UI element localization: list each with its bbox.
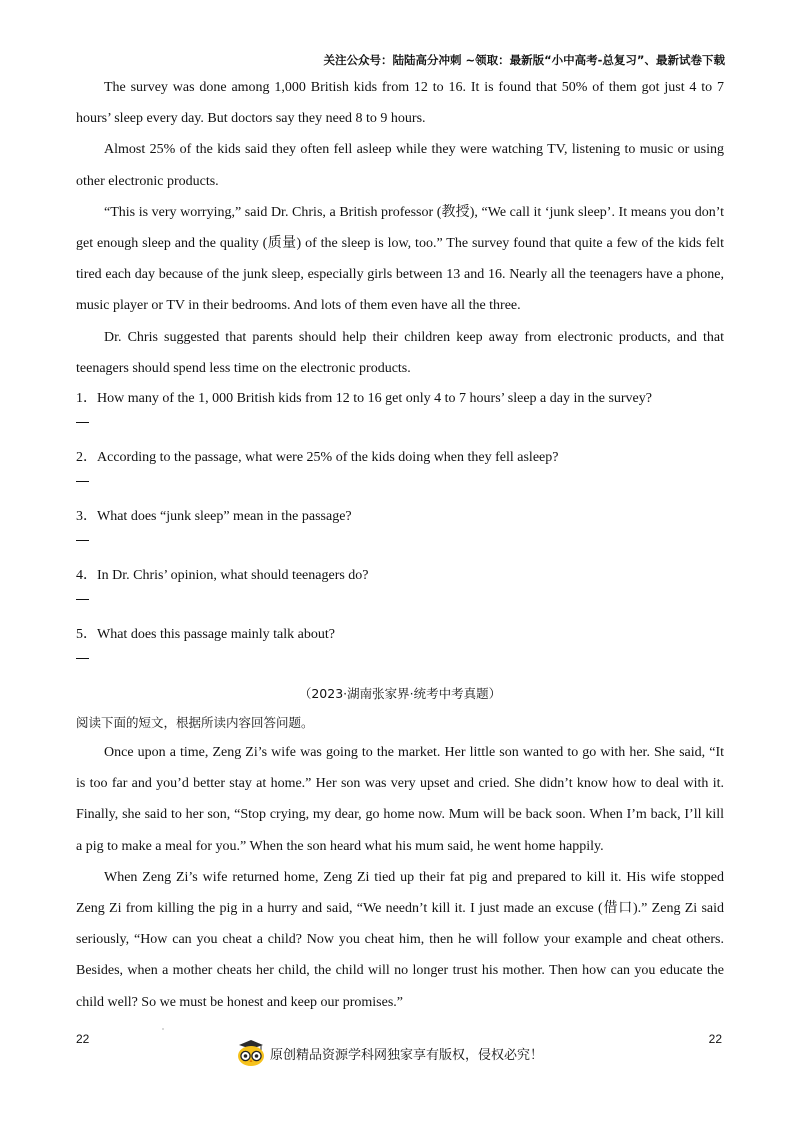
page-header: 关注公众号：陆陆高分冲刺 ~领取：最新版“小中高考-总复习”、最新试卷下载 [323, 53, 725, 67]
answer-blank-1[interactable] [76, 413, 724, 443]
answer-blank-2[interactable] [76, 472, 724, 502]
story-paragraph: When Zeng Zi’s wife returned home, Zeng Zi tied up their fat pig and prepared to kill it. His wife stopped Zeng Zi from killing the pig in a hurry and said, “We needn’t kill it. I just made an excuse (借口).” Zeng Zi said seriously, “How can you cheat a child? Now you cheat him, then he will follow your example and cheat others. Besides, when a mother cheats her child, the child will no longer trust his mother. Then how can you educate the child well? So we must be honest and keep our promises.” [76, 869, 724, 1010]
page-number-right: 22 [708, 1032, 722, 1046]
passage-paragraph: The survey was done among 1,000 British kids from 12 to 16. It is found that 50% of them got just 4 to 7 hours’ sleep every day. But doctors say they need 8 to 9 hours. [76, 80, 724, 127]
exam-source: （2023·湖南张家界·统考中考真题） [298, 686, 502, 702]
answer-blank-3[interactable] [76, 531, 724, 561]
question-1: 1．How many of the 1, 000 British kids from 12 to 16 get only 4 to 7 hours’ sleep a day in the survey? [76, 391, 652, 407]
passage-paragraph: “This is very worrying,” said Dr. Chris, a British professor (教授), “We call it ‘junk sleep’. It means you don’t get enough sleep and the quality (质量) of the sleep is low, too.” The survey found that quite a few of the kids felt tired each day because of the junk sleep, especially girls between 13 and 16. Nearly all the teenagers have a phone, music player or TV in their bedrooms. And lots of them even have all the three. [76, 204, 724, 314]
answer-blank-4[interactable] [76, 590, 724, 620]
decorative-dot [162, 1028, 164, 1030]
answer-blank-5[interactable] [76, 649, 724, 679]
owl-logo-icon [236, 1039, 266, 1067]
question-3: 3．What does “junk sleep” mean in the passage? [76, 509, 352, 525]
question-5: 5．What does this passage mainly talk about? [76, 627, 335, 643]
question-2: 2．According to the passage, what were 25% of the kids doing when they fell asleep? [76, 450, 559, 466]
passage-paragraph: Dr. Chris suggested that parents should help their children keep away from electronic products, and that teenagers should spend less time on the electronic products. [76, 329, 724, 376]
reading-instruction: 阅读下面的短文，根据所读内容回答问题。 [76, 715, 314, 731]
footer-copyright [236, 1039, 543, 1067]
page-number-left: 22 [76, 1032, 90, 1046]
document-body [76, 72, 724, 1018]
copyright-text: 原创精品资源学科网独家享有版权，侵权必究！ [270, 1047, 544, 1063]
story-paragraph: Once upon a time, Zeng Zi’s wife was going to the market. Her little son wanted to go with her. She said, “It is too far and you’d better stay at home.” Her son was very upset and cried. She didn’t know how to deal with it. Finally, she said to her son, “Stop crying, my dear, go home now. Mum will be back soon. When I’m back, I’ll kill a pig to make a meal for you.” When the son heard what his mum said, he went home happily. [76, 745, 724, 854]
passage-paragraph: Almost 25% of the kids said they often fell asleep while they were watching TV, listening to music or using other electronic products. [76, 142, 724, 189]
question-4: 4．In Dr. Chris’ opinion, what should teenagers do? [76, 568, 369, 584]
